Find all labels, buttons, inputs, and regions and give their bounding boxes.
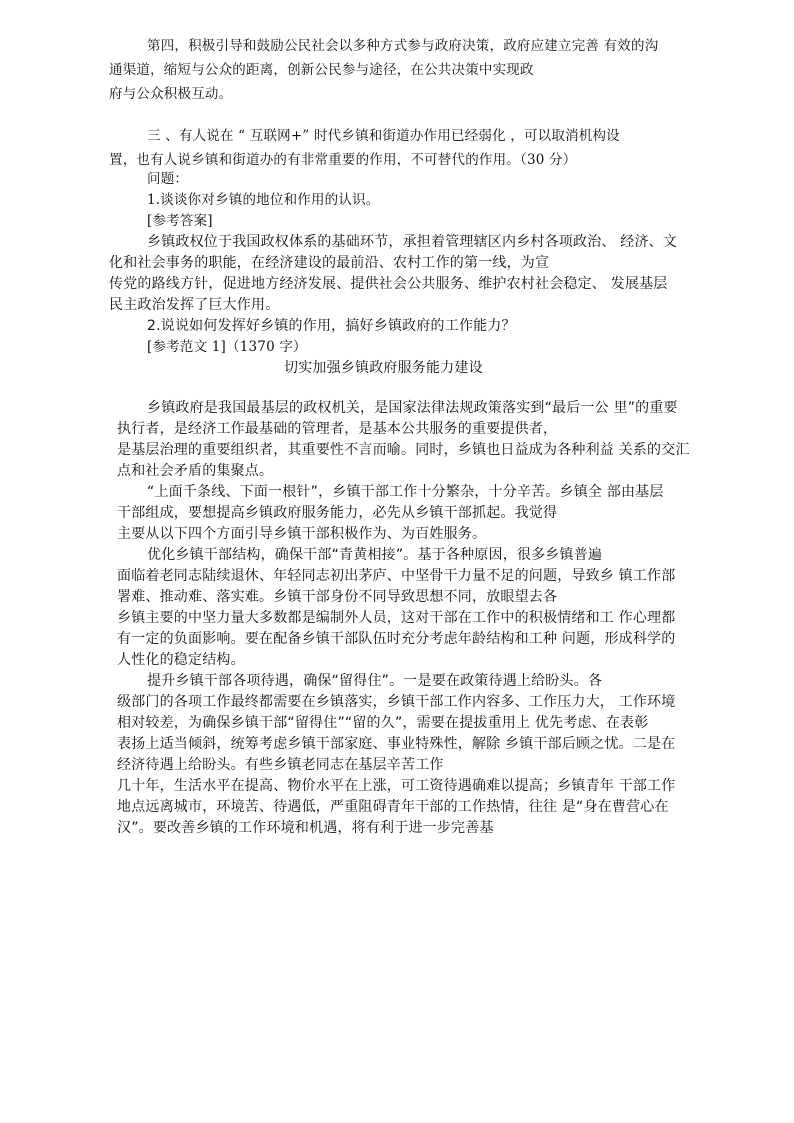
text-line: 优化乡镇干部结构，确保干部“青黄相接”。基于各种原因，很多乡镇普遍 — [147, 547, 603, 563]
text-line: 点和社会矛盾的集聚点。 — [117, 463, 274, 479]
text-line: 干部组成，要想提高乡镇政府服务能力，必先从乡镇干部抓起。我觉得 — [117, 505, 558, 521]
text-line: 乡镇主要的中坚力量大多数都是编制外人员，这对干部在工作中的积极情绪和工 作心理都 — [117, 610, 676, 626]
text-line: 执行者，是经济工作最基础的管理者，是基本公共服务的重要提供者， — [117, 421, 558, 437]
text-line: 化和社会事务的职能，在经济建设的最前沿、农村工作的第一线，为宣 — [109, 255, 550, 271]
text-line: 面临着老同志陆续退休、年轻同志初出茅庐、中坚骨干力量不足的问题，导致乡 镇工作部 — [117, 568, 676, 584]
text-line: [参考范文 1]（1370 字） — [147, 339, 307, 355]
text-line: 问题： — [147, 171, 189, 187]
text-line: 级部门的各项工作最终都需要在乡镇落实，乡镇干部工作内容多、工作压力大， 工作环境 — [117, 694, 676, 710]
text-line: 几十年，生活水平在提高、物价水平在上涨，可工资待遇确难以提高；乡镇青年 干部工作 — [117, 778, 676, 794]
text-line: 是基层治理的重要组织者，其重要性不言而喻。同时，乡镇也日益成为各种利益 关系的交汇 — [117, 442, 690, 458]
text-line: 府与公众积极互动。 — [109, 86, 233, 102]
text-line: 置，也有人说乡镇和街道办的有非常重要的作用，不可替代的作用。（30 分） — [109, 152, 577, 168]
text-line: 乡镇政府是我国最基层的政权机关，是国家法律法规政策落实到“最后一公 里”的重要 — [147, 400, 678, 416]
text-line: 三 、有人说在 “ 互联网+” 时代乡镇和街道办作用已经弱化 ，可以取消机构设 — [147, 128, 620, 144]
text-line: 2.说说如何发挥好乡镇的作用，搞好乡镇政府的工作能力？ — [147, 318, 516, 334]
text-line: 人性化的稳定结构。 — [117, 652, 245, 668]
text-line: 有一定的负面影响。要在配备乡镇干部队伍时充分考虑年龄结构和工种 问题，形成科学的 — [117, 631, 676, 647]
text-line: 乡镇政权位于我国政权体系的基础环节，承担着管理辖区内乡村各项政治、 经济、文 — [147, 234, 678, 250]
text-line: 通渠道，缩短与公众的距离，创新公民参与途径，在公共决策中实现政 — [109, 62, 534, 78]
text-line: 民主政治发挥了巨大作用。 — [109, 297, 280, 313]
article-title: 切实加强乡镇政府服务能力建设 — [284, 360, 483, 376]
text-line: 经济待遇上给盼头。有些乡镇老同志在基层辛苦工作 — [117, 757, 444, 773]
text-line: 主要从以下四个方面引导乡镇干部积极作为、为百姓服务。 — [117, 526, 487, 542]
text-line: 地点远离城市，环境苦、待遇低，严重阻碍青年干部的工作热情，往往 是“身在曹营心在 — [117, 799, 669, 815]
text-line: 相对较差，为确保乡镇干部“留得住”“留的久”，需要在提拔重用上 优先考虑、在表彰 — [117, 715, 649, 731]
text-line: 表扬上适当倾斜，统筹考虑乡镇干部家庭、事业特殊性，解除 乡镇干部后顾之忧。二是在 — [117, 736, 676, 752]
text-line: 提升乡镇干部各项待遇，确保“留得住”。一是要在政策待遇上给盼头。各 — [147, 673, 603, 689]
text-line: 汉”。要改善乡镇的工作环境和机遇，将有利于进一步完善基 — [117, 820, 494, 836]
text-line: 1.谈谈你对乡镇的地位和作用的认识。 — [147, 192, 380, 208]
text-line: “上面千条线、下面一根针”，乡镇干部工作十分繁杂，十分辛苦。乡镇全 部由基层 — [147, 484, 664, 500]
text-line: 署难、推动难、落实难。乡镇干部身份不同导致思想不同，放眼望去各 — [117, 589, 558, 605]
text-line: 第四，积极引导和鼓励公民社会以多种方式参与政府决策，政府应建立完善 有效的沟 — [147, 38, 659, 54]
text-line: 传党的路线方针，促进地方经济发展、提供社会公共服务、维护农村社会稳定、 发展基层 — [109, 276, 668, 292]
text-line: [参考答案] — [147, 213, 213, 229]
